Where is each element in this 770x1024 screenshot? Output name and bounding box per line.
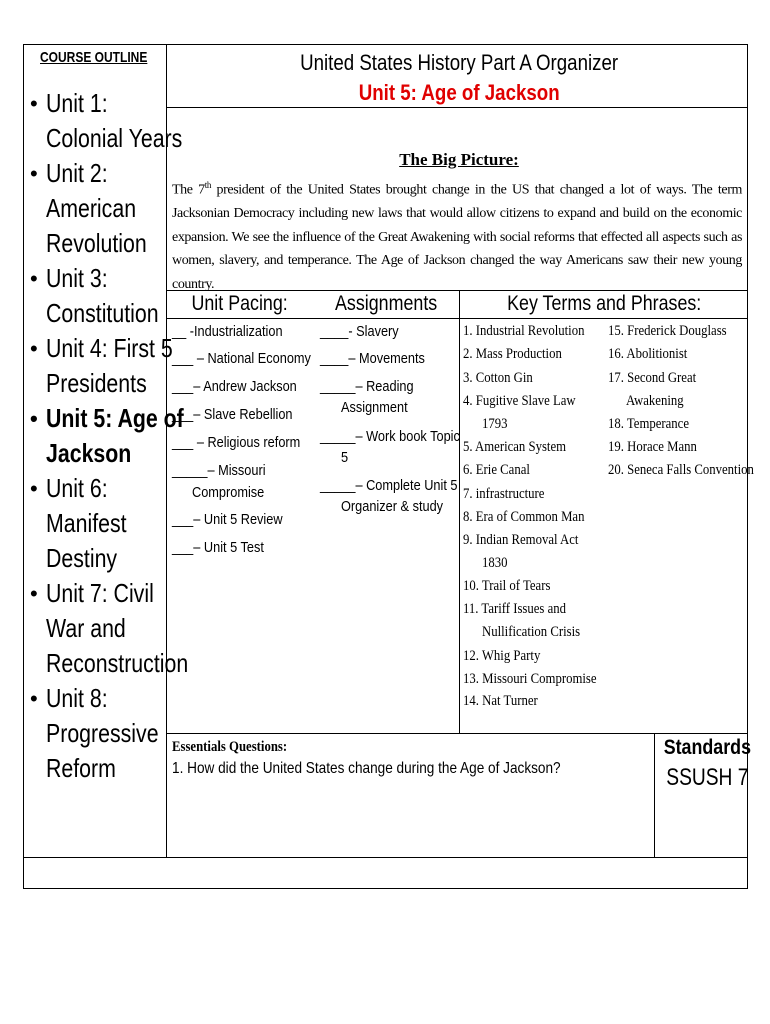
assignment-item: ____– Movements bbox=[320, 350, 425, 367]
big-picture-text: The 7th president of the United States brought change in the US that changed a lot of ways. The term Jacksonian Democracy including new laws that would allow citizens to expand and build on the economic expansion. We see the influence of the Great Awakening with social reforms that effected all aspects such as women, slavery, and temperance. The Age of Jackson changed the way Americans saw their new young country. bbox=[172, 180, 742, 292]
footer-divider bbox=[23, 857, 748, 858]
unit-item-7: • Unit 7: Civil War and Reconstruction bbox=[30, 578, 189, 678]
key-term: 6. Erie Canal bbox=[463, 462, 530, 478]
assignment-item: Assignment bbox=[341, 399, 408, 416]
column-header-divider bbox=[166, 318, 748, 319]
unit-item-1: • Unit 1: Colonial Years bbox=[30, 88, 183, 153]
key-term: 8. Era of Common Man bbox=[463, 509, 585, 525]
key-term: 2. Mass Production bbox=[463, 346, 562, 362]
key-term: 17. Second Great bbox=[608, 370, 697, 386]
unit-list bbox=[30, 86, 189, 786]
key-term: 10. Trail of Tears bbox=[463, 578, 551, 594]
pacing-item: ___ – Religious reform bbox=[172, 434, 301, 451]
key-term: Nullification Crisis bbox=[482, 624, 581, 640]
assignment-item: Organizer & study bbox=[341, 498, 444, 515]
pacing-item: ___– Unit 5 Test bbox=[172, 539, 264, 556]
assignment-item: 5 bbox=[341, 449, 349, 466]
unit-item-6: • Unit 6: Manifest Destiny bbox=[30, 473, 127, 573]
assignment-item: _____– Work book Topic bbox=[320, 428, 460, 445]
bullet-icon: • bbox=[30, 336, 38, 361]
bullet-icon: • bbox=[30, 161, 38, 186]
questions-divider bbox=[166, 733, 748, 734]
unit-pacing-heading: Unit Pacing: bbox=[191, 292, 289, 315]
course-outline-heading: COURSE OUTLINE bbox=[40, 49, 148, 66]
pacing-item: _____– Missouri bbox=[172, 462, 266, 479]
key-term: 11. Tariff Issues and bbox=[463, 601, 566, 617]
assignment-item: _____– Complete Unit 5 bbox=[320, 477, 458, 494]
key-term: 1. Industrial Revolution bbox=[463, 323, 585, 339]
key-term: 15. Frederick Douglass bbox=[608, 323, 727, 339]
bullet-icon: • bbox=[30, 266, 38, 291]
key-term: 7. infrastructure bbox=[463, 486, 545, 502]
key-term: 13. Missouri Compromise bbox=[463, 671, 597, 687]
standards-code: SSUSH 7 bbox=[666, 764, 749, 791]
unit-item-3: • Unit 3: Constitution bbox=[30, 263, 159, 328]
key-term: 14. Nat Turner bbox=[463, 693, 538, 709]
assignment-item: ____- Slavery bbox=[320, 323, 399, 340]
key-term: 12. Whig Party bbox=[463, 648, 541, 664]
document-subtitle: Unit 5: Age of Jackson bbox=[358, 80, 560, 105]
unit-item-5-current: • Unit 5: Age of Jackson bbox=[30, 403, 184, 468]
document-title: United States History Part A Organizer bbox=[299, 50, 619, 75]
assignments-heading: Assignments bbox=[334, 292, 438, 315]
key-term: 4. Fugitive Slave Law bbox=[463, 393, 576, 409]
pacing-item: Compromise bbox=[192, 484, 265, 501]
key-term: 1793 bbox=[482, 416, 508, 432]
key-term: 16. Abolitionist bbox=[608, 346, 688, 362]
key-term: 20. Seneca Falls Convention bbox=[608, 462, 754, 478]
unit-item-8: • Unit 8: Progressive Reform bbox=[30, 683, 159, 783]
key-term: 9. Indian Removal Act bbox=[463, 532, 579, 548]
big-picture-heading: The Big Picture: bbox=[399, 150, 519, 169]
header-divider bbox=[166, 107, 748, 108]
unit-item-4: • Unit 4: First 5 Presidents bbox=[30, 333, 173, 398]
key-term: 19. Horace Mann bbox=[608, 439, 697, 455]
key-term: 3. Cotton Gin bbox=[463, 370, 533, 386]
key-terms-heading: Key Terms and Phrases: bbox=[506, 292, 702, 315]
pacing-item: ___– Unit 5 Review bbox=[172, 511, 283, 528]
pacing-item: ___– Slave Rebellion bbox=[172, 406, 293, 423]
bullet-icon: • bbox=[30, 686, 38, 711]
bullet-icon: • bbox=[30, 476, 38, 501]
key-term: 1830 bbox=[482, 555, 508, 571]
key-term: Awakening bbox=[626, 393, 684, 409]
unit-item-2: • Unit 2: American Revolution bbox=[30, 158, 147, 258]
bullet-icon: • bbox=[30, 406, 38, 431]
standards-column-divider bbox=[654, 733, 655, 857]
essential-questions-heading: Essentials Questions: bbox=[172, 739, 288, 755]
pacing-item: ___ – National Economy bbox=[172, 350, 311, 367]
standards-heading: Standards bbox=[663, 736, 752, 759]
key-term: 18. Temperance bbox=[608, 416, 690, 432]
pacing-item: ___– Andrew Jackson bbox=[172, 378, 297, 395]
bullet-icon: • bbox=[30, 581, 38, 606]
key-term: 5. American System bbox=[463, 439, 567, 455]
essential-question-item: 1. How did the United States change during the Age of Jackson? bbox=[172, 760, 561, 777]
bullet-icon: • bbox=[30, 91, 38, 116]
assignment-item: _____– Reading bbox=[320, 378, 414, 395]
pacing-item: __ -Industrialization bbox=[172, 323, 283, 340]
